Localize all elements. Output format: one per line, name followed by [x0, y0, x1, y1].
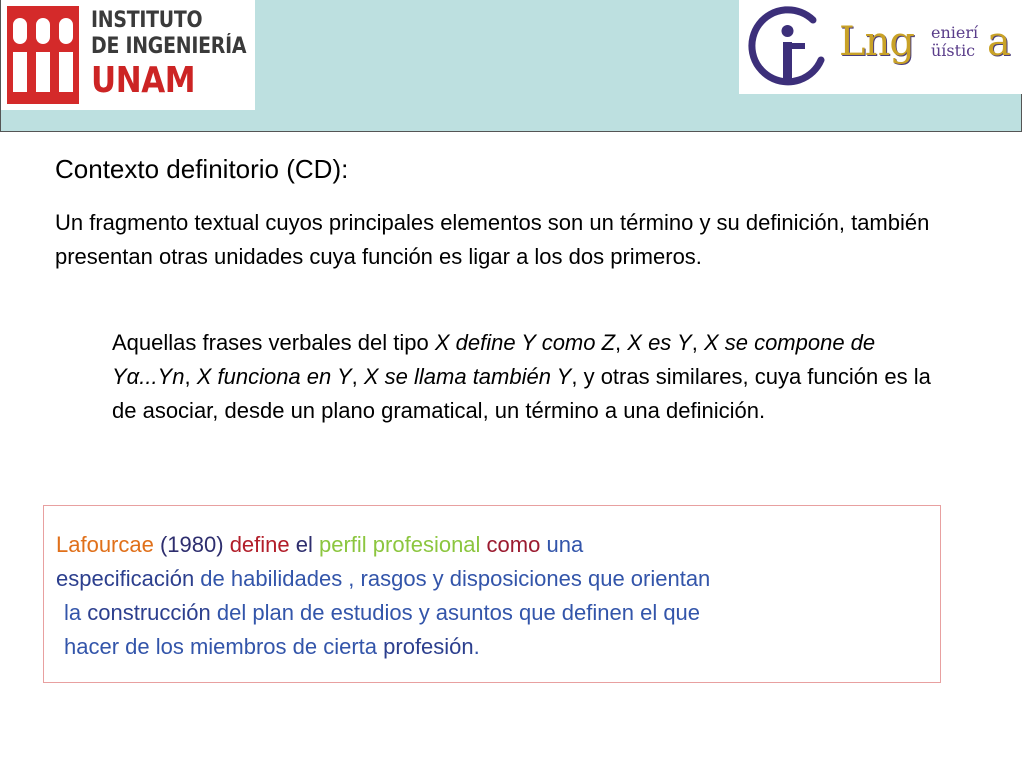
grupo-ingenieria-linguistica-logo — [739, 0, 1023, 94]
definition-text: hacer de los miembros de cierta — [64, 634, 384, 659]
example-line-1 — [56, 531, 583, 559]
example-line-2 — [56, 565, 710, 593]
gil-word-end: a — [987, 19, 1011, 65]
verbal-phrases-paragraph — [112, 326, 932, 428]
section-title: Contexto definitorio (CD): — [55, 154, 349, 184]
ii-unam-mark-icon — [7, 6, 79, 104]
quote-text: , y otras similares, cuya función es la de asociar, desde un plano gramatical, un término a una definición. — [112, 364, 931, 423]
article: el — [289, 532, 319, 557]
quote-text: Aquellas frases verbales del tipo — [112, 330, 435, 355]
gil-word-top: enierí — [931, 23, 979, 42]
instituto-ingenieria-logo — [1, 0, 255, 110]
defined-term: perfil profesional — [319, 532, 481, 557]
gil-word-main: Lng — [839, 19, 914, 65]
quote-text: , — [184, 364, 197, 389]
example-line-3 — [64, 599, 700, 627]
gil-word-bottom: üístic — [931, 41, 976, 60]
logo-line-unam: UNAM — [91, 60, 196, 101]
genus-term: especificación — [56, 566, 195, 591]
gil-monogram-icon — [743, 2, 831, 92]
author-name: Lafourcae — [56, 532, 154, 557]
definition-text: de habilidades , rasgos y disposiciones que orientan — [194, 566, 711, 591]
article-una: una — [540, 532, 584, 557]
period: . — [473, 634, 480, 659]
logo-line-instituto: INSTITUTO — [91, 8, 203, 33]
definition-paragraph: Un fragmento textual cuyos principales elementos son un término y su definición, también presentan otras unidades cuya función es ligar a los dos primeros. — [55, 210, 930, 269]
quote-italic: X define Y como Z — [434, 330, 616, 355]
definition-text: la — [64, 600, 88, 625]
connector-como: como — [480, 532, 541, 557]
keyword-construccion: construcción — [87, 600, 211, 625]
quote-italic: X es Y — [627, 330, 692, 355]
year: (1980) — [153, 532, 230, 557]
header-band — [0, 0, 1022, 132]
quote-text: , — [691, 330, 704, 355]
logo-line-de-ingenieria: DE INGENIERÍA — [91, 34, 247, 59]
example-line-4 — [64, 633, 480, 661]
definition-text: del plan de estudios y asuntos que definen el que — [210, 600, 701, 625]
keyword-profesion: profesión — [383, 634, 474, 659]
quote-italic: X se llama también Y — [363, 364, 572, 389]
quote-italic: X se compone de Yα...Yn — [112, 330, 876, 389]
verb-define: define — [229, 532, 290, 557]
quote-italic: X funciona en Y — [196, 364, 352, 389]
quote-text: , — [615, 330, 628, 355]
quote-text: , — [351, 364, 364, 389]
